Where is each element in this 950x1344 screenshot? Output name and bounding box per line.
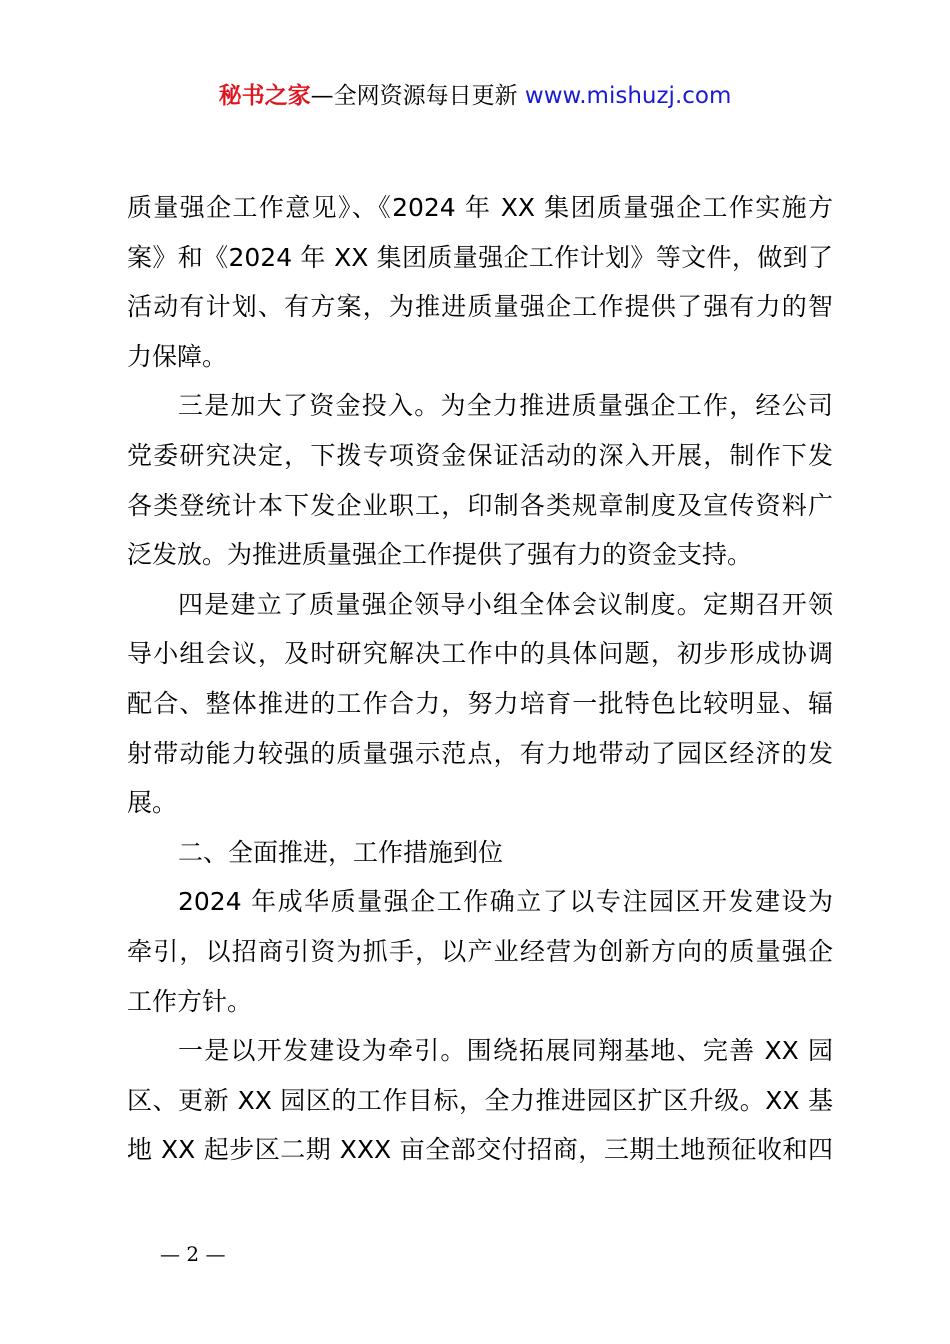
text-line: 地 XX 起步区二期 XXX 亩全部交付招商，三期土地预征收和四 xyxy=(127,1135,833,1165)
text-line: 力保障。 xyxy=(127,341,228,371)
paragraph-start-line: 四是建立了质量强企领导小组全体会议制度。定期召开领 xyxy=(178,589,833,619)
text-line: 各类登统计本下发企业职工，印制各类规章制度及宣传资料广 xyxy=(127,490,833,520)
site-url-link[interactable]: www.mishuzj.com xyxy=(524,83,732,109)
text-line: 工作方针。 xyxy=(127,986,253,1016)
site-header xyxy=(0,80,950,112)
text-line: 活动有计划、有方案，为推进质量强企工作提供了强有力的智 xyxy=(127,292,833,322)
paragraph-start-line: 一是以开发建设为牵引。围绕拓展同翔基地、完善 XX 园 xyxy=(178,1036,833,1066)
section-heading: 二、全面推进，工作措施到位 xyxy=(178,837,504,867)
page-number: — 2 — xyxy=(160,1242,226,1266)
text-line: 区、更新 XX 园区的工作目标，全力推进园区扩区升级。XX 基 xyxy=(127,1085,833,1115)
paragraph-start-line: 三是加大了资金投入。为全力推进质量强企工作，经公司 xyxy=(178,391,833,421)
text-line: 射带动能力较强的质量强示范点，有力地带动了园区经济的发 xyxy=(127,738,833,768)
paragraph-start-line: 2024 年成华质量强企工作确立了以专注园区开发建设为 xyxy=(178,887,833,917)
text-line: 案》和《2024 年 XX 集团质量强企工作计划》等文件，做到了 xyxy=(127,242,833,272)
text-line: 展。 xyxy=(127,788,178,818)
header-tagline: —全网资源每日更新 xyxy=(310,83,518,109)
text-line: 牵引，以招商引资为抓手，以产业经营为创新方向的质量强企 xyxy=(127,936,833,966)
text-line: 党委研究决定，下拨专项资金保证活动的深入开展，制作下发 xyxy=(127,440,833,470)
document-body xyxy=(127,183,833,1175)
brand-name: 秘书之家 xyxy=(218,83,311,109)
text-line: 泛发放。为推进质量强企工作提供了强有力的资金支持。 xyxy=(127,540,753,570)
text-line: 导小组会议，及时研究解决工作中的具体问题，初步形成协调 xyxy=(127,639,833,669)
text-line: 质量强企工作意见》、《2024 年 XX 集团质量强企工作实施方 xyxy=(127,193,833,222)
text-line: 配合、整体推进的工作合力，努力培育一批特色比较明显、辐 xyxy=(127,688,833,718)
